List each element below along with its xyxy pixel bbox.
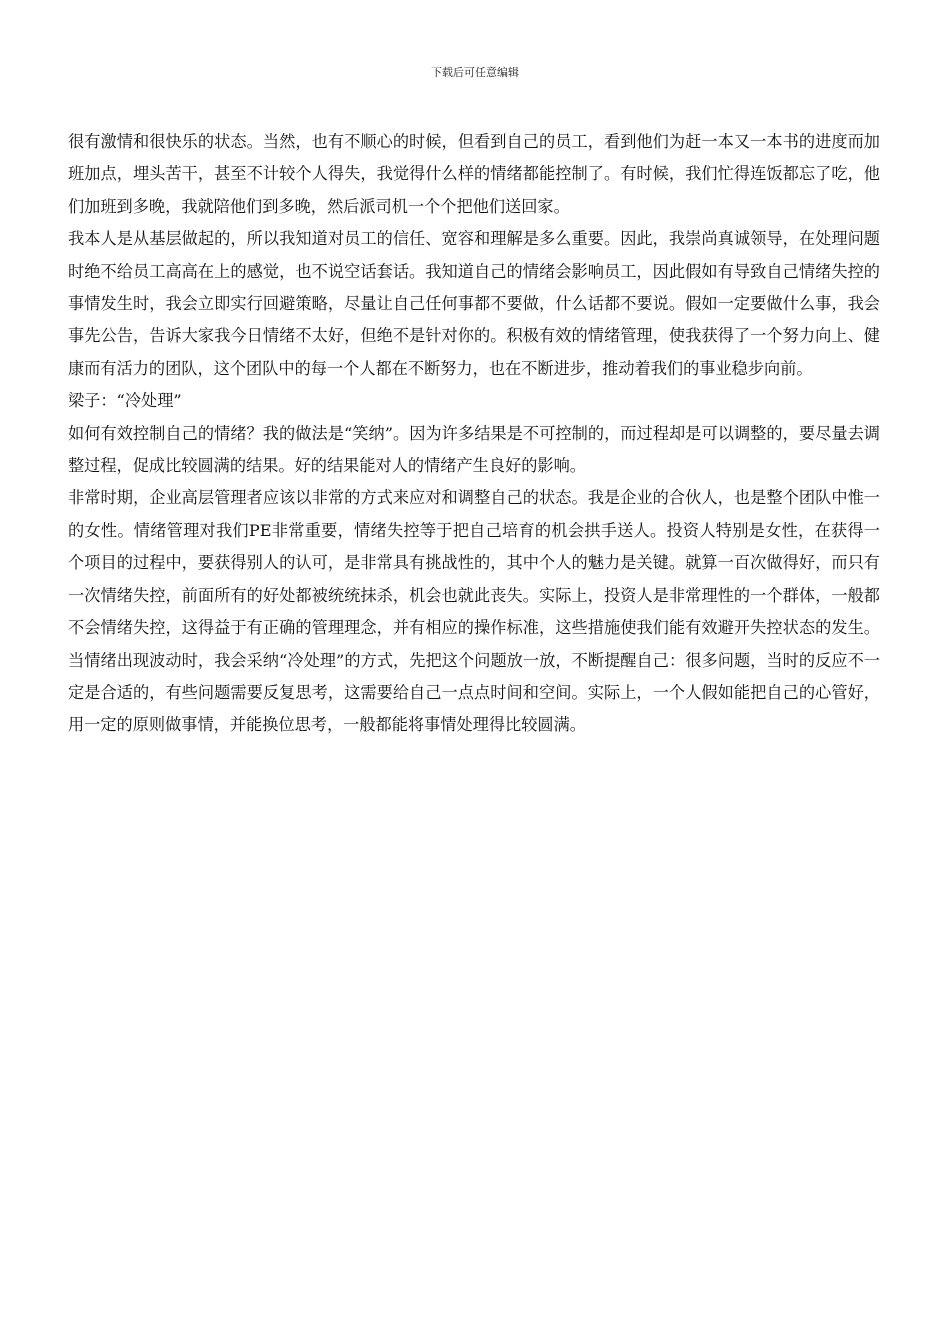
page-header: 下载后可任意编辑 bbox=[431, 66, 519, 79]
paragraph-accept-with-smile: 如何有效控制自己的情绪？我的做法是“笑纳”。因为许多结果是不可控制的，而过程却是可以调整的，要尽量去调整过程，促成比较圆满的结果。好的结果能对人的情绪产生良好的影响。 bbox=[68, 423, 880, 476]
document-body bbox=[68, 126, 880, 742]
paragraph-investor-emotion-management: 非常时期，企业高层管理者应该以非常的方式来应对和调整自己的状态。我是企业的合伙人，也是整个团队中惟一的女性。情绪管理对我们PE非常重要，情绪失控等于把自己培育的机会拱手送人。投资人特别是女性，在获得一个项目的过程中，要获得别人的认可，是非常具有挑战性的，其中个人的魅力是关键。就算一百次做得好，而只有一次情绪失控，前面所有的好处都被统统抹杀，机会也就此丧失。实际上，投资人是非常理性的一个群体，一般都不会情绪失控，这得益于有正确的管理理念，并有相应的操作标准，这些措施使我们能有效避开失控状态的发生。当情绪出现波动时，我会采纳“冷处理”的方式，先把这个问题放一放，不断提醒自己：很多问题，当时的反应不一定是合适的，有些问题需要反复思考，这需要给自己一点点时间和空间。实际上，一个人假如能把自己的心管好，用一定的原则做事情，并能换位思考，一般都能将事情处理得比较圆满。 bbox=[68, 488, 880, 735]
paragraph-employees-overtime: 很有激情和很快乐的状态。当然，也有不顺心的时候，但看到自己的员工，看到他们为赶一本又一本书的进度而加班加点，埋头苦干，甚至不计较个人得失，我觉得什么样的情绪都能控制了。有时候，我们忙得连饭都忘了吃，他们加班到多晚，我就陪他们到多晚，然后派司机一个个把他们送回家。 bbox=[68, 132, 880, 216]
paragraph-sincere-leadership: 我本人是从基层做起的，所以我知道对员工的信任、宽容和理解是多么重要。因此，我崇尚真诚领导，在处理问题时绝不给员工高高在上的感觉，也不说空话套话。我知道自己的情绪会影响员工，因此假如有导致自己情绪失控的事情发生时，我会立即实行回避策略，尽量让自己任何事都不要做，什么话都不要说。假如一定要做什么事，我会事先公告，告诉大家我今日情绪不太好，但绝不是针对你的。积极有效的情绪管理，使我获得了一个努力向上、健康而有活力的团队，这个团队中的每一个人都在不断努力，也在不断进步，推动着我们的事业稳步向前。 bbox=[68, 229, 880, 378]
section-heading-cold-handling: 梁子：“冷处理” bbox=[68, 391, 182, 411]
